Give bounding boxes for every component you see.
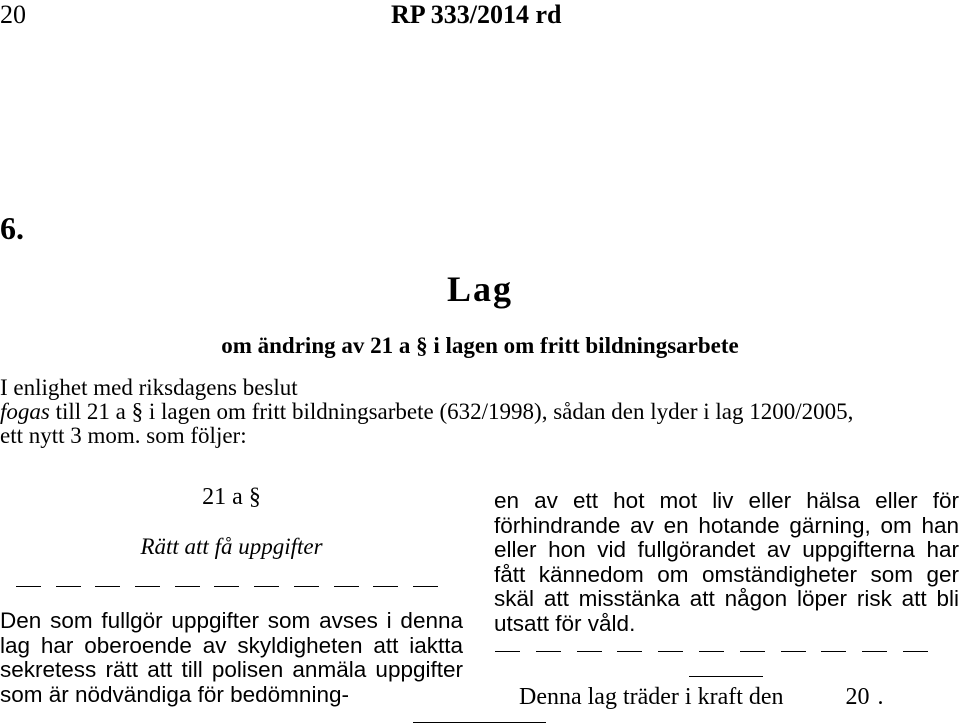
document-reference: RP 333/2014 rd: [391, 0, 562, 29]
dash: [95, 586, 120, 587]
section-title: Rätt att få uppgifter: [140, 534, 323, 559]
page-number: 20: [0, 0, 26, 29]
dash: [373, 586, 398, 587]
dash: [495, 651, 520, 652]
dash: [16, 586, 41, 587]
intro-line-2: [0, 400, 853, 424]
dash: [577, 651, 602, 652]
dash: [254, 586, 279, 587]
dash: [56, 586, 81, 587]
dash: [740, 651, 765, 652]
dash: [413, 586, 438, 587]
dash: [821, 651, 846, 652]
end-rule: [413, 722, 546, 723]
section-heading: 21 a §: [202, 484, 261, 510]
dash: [781, 651, 806, 652]
paragraph-right-column: en av ett hot mot liv eller hälsa eller för förhindrande av en hotande gärning, om han eller hon vid fullgörandet av uppgifterna har fått kännedom om omständigheter som ger skäl att misstänka att någon löper risk att bli utsatt för våld.: [494, 488, 959, 636]
omitted-text-dashes-right: [495, 651, 928, 652]
law-title: Lag: [446, 269, 513, 309]
intro-emphasis: fogas: [0, 399, 50, 424]
intro-line-3: ett nytt 3 mom. som följer:: [0, 423, 247, 448]
section-number: 6.: [0, 210, 24, 246]
dash: [175, 586, 200, 587]
dash: [862, 651, 887, 652]
separator-rule: [689, 676, 763, 677]
dash: [214, 586, 239, 587]
dash: [699, 651, 724, 652]
dash: [294, 586, 319, 587]
dash: [617, 651, 642, 652]
law-subtitle: om ändring av 21 a § i lagen om fritt bildningsarbete: [221, 333, 739, 358]
entry-into-force-label: Denna lag träder i kraft den: [519, 684, 784, 710]
dash: [903, 651, 928, 652]
dash: [334, 586, 359, 587]
omitted-text-dashes: [16, 586, 438, 587]
dash: [135, 586, 160, 587]
dash: [536, 651, 561, 652]
intro-line-1: I enlighet med riksdagens beslut: [0, 375, 298, 400]
intro-line-2-rest: till 21 a § i lagen om fritt bildningsarbete (632/1998), sådan den lyder i lag 1200/2005,: [49, 399, 854, 424]
intro-paragraph: [0, 376, 853, 448]
entry-into-force-line: [519, 684, 884, 711]
paragraph-left-column: Den som fullgör uppgifter som avses i denna lag har oberoende av skyldigheten att iaktta sekretess rätt att till polisen anmäla uppgifter som är nödvändiga för bedömning-: [0, 608, 463, 707]
entry-into-force-year: 20: [845, 684, 870, 710]
entry-into-force-end: .: [877, 684, 884, 710]
dash: [658, 651, 683, 652]
